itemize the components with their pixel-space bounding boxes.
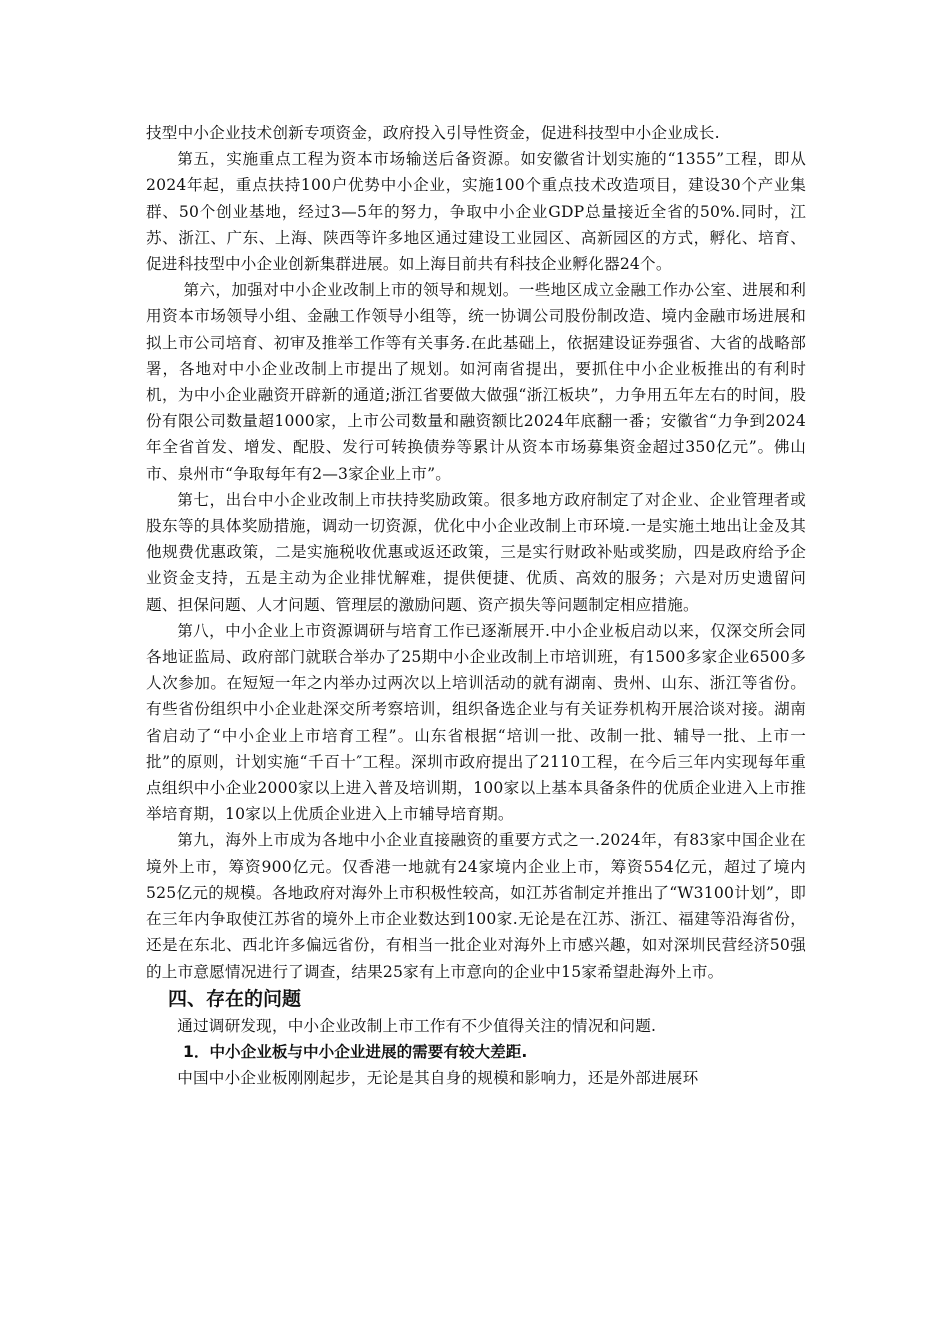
- paragraph-fifth: 第五，实施重点工程为资本市场输送后备资源。如安徽省计划实施的“1355”工程，即从2024年起，重点扶持100户优势中小企业，实施100个重点技术改造项目，建设30个产业集群、50个创业基地，经过3—5年的努力，争取中小企业GDP总量接近全省的50%.同时，江苏、浙江、广东、上海、陕西等许多地区通过建设工业园区、高新园区的方式，孵化、培育、促进科技型中小企业创新集群进展。如上海目前共有科技企业孵化器24个。: [146, 150, 806, 274]
- subsection-heading: 1．中小企业板与中小企业进展的需要有较大差距.: [183, 1042, 528, 1061]
- paragraph-continuation: 技型中小企业技术创新专项资金，政府投入引导性资金，促进科技型中小企业成长.: [146, 124, 720, 142]
- section-heading: 四、存在的问题: [168, 987, 302, 1010]
- paragraph-ninth: 第九，海外上市成为各地中小企业直接融资的重要方式之一.2024年，有83家中国企业在境外上市，筹资900亿元。仅香港一地就有24家境内企业上市，筹资554亿元，超过了境内525亿元的规模。各地政府对海外上市积极性较高，如江苏省制定并推出了“W3100计划”，即在三年内争取使江苏省的境外上市企业数达到100家.无论是在江苏、浙江、福建等沿海省份，还是在东北、西北许多偏远省份，有相当一批企业对海外上市感兴趣，如对深圳民营经济50强的上市意愿情况进行了调查，结果25家有上市意向的企业中15家希望赴海外上市。: [146, 831, 806, 981]
- paragraph-seventh: 第七，出台中小企业改制上市扶持奖励政策。很多地方政府制定了对企业、企业管理者或股东等的具体奖励措施，调动一切资源，优化中小企业改制上市环境.一是实施土地出让金及其他规费优惠政策，二是实施税收优惠或返还政策，三是实行财政补贴或奖励，四是政府给予企业资金支持，五是主动为企业排忧解难，提供便捷、优质、高效的服务；六是对历史遗留问题、担保问题、人才问题、管理层的激励问题、资产损失等问题制定相应措施。: [146, 490, 806, 614]
- paragraph-intro: 通过调研发现，中小企业改制上市工作有不少值得关注的情况和问题.: [177, 1016, 657, 1035]
- paragraph-sixth: 第六，加强对中小企业改制上市的领导和规划。一些地区成立金融工作办公室、进展和利用资本市场领导小组、金融工作领导小组等，统一协调公司股份制改造、境内金融市场进展和拟上市公司培育、初审及推举工作等有关事务.在此基础上，依据建设证券强省、大省的战略部署，各地对中小企业改制上市提出了规划。如河南省提出，要抓住中小企业板推出的有利时机，为中小企业融资开辟新的通道;浙江省要做大做强“浙江板块”，力争用五年左右的时间，股份有限公司数量超1000家，上市公司数量和融资额比2024年底翻一番；安徽省“力争到2024年全省首发、增发、配股、发行可转换债券等累计从资本市场募集资金超过350亿元”。佛山市、泉州市“争取每年有2—3家企业上市”。: [146, 281, 806, 483]
- document-body: [146, 120, 806, 1091]
- paragraph-last: 中国中小企业板刚刚起步，无论是其自身的规模和影响力，还是外部进展环: [177, 1069, 699, 1088]
- paragraph-eighth: 第八，中小企业上市资源调研与培育工作已逐渐展开.中小企业板启动以来，仅深交所会同各地证监局、政府部门就联合举办了25期中小企业改制上市培训班，有1500多家企业6500多人次参加。在短短一年之内举办过两次以上培训活动的就有湖南、贵州、山东、浙江等省份。有些省份组织中小企业赴深交所考察培训，组织备选企业与有关证券机构开展洽谈对接。湖南省启动了“中小企业上市培育工程”。山东省根据“培训一批、改制一批、辅导一批、上市一批”的原则，计划实施“千百十″工程。深圳市政府提出了2110工程，在今后三年内实现每年重点组织中小企业2000家以上进入普及培训期，100家以上基本具备条件的优质企业进入上市推举培育期，10家以上优质企业进入上市辅导培育期。: [146, 621, 806, 824]
